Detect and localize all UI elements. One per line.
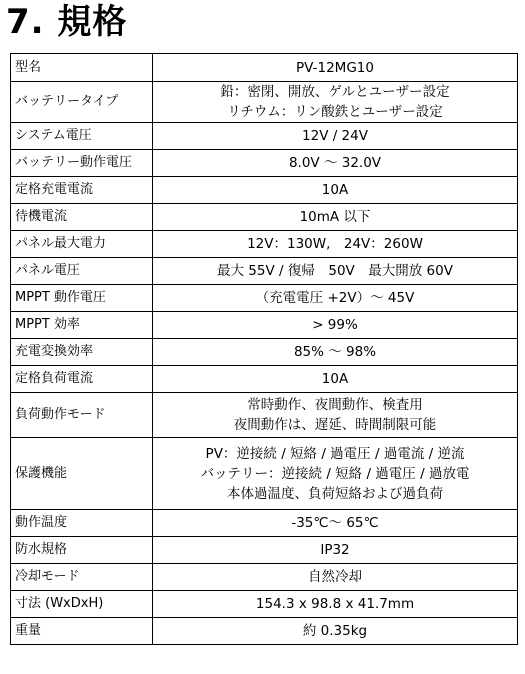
spec-value (153, 285, 518, 312)
spec-label: 定格負荷電流 (11, 366, 153, 393)
spec-row (11, 312, 518, 339)
spec-row (11, 366, 518, 393)
spec-label: パネル電圧 (11, 258, 153, 285)
spec-label: バッテリー動作電圧 (11, 150, 153, 177)
spec-value (153, 591, 518, 618)
spec-value (153, 150, 518, 177)
spec-row (11, 123, 518, 150)
spec-label: パネル最大電力 (11, 231, 153, 258)
spec-label: 保護機能 (11, 438, 153, 510)
spec-value (153, 393, 518, 438)
spec-value-line: PV-12MG10 (296, 59, 374, 76)
spec-row (11, 339, 518, 366)
spec-row (11, 177, 518, 204)
spec-row (11, 564, 518, 591)
spec-value (153, 366, 518, 393)
spec-value (153, 204, 518, 231)
spec-label: 定格充電電流 (11, 177, 153, 204)
spec-value-line: 鉛：密閉、開放、ゲルとユーザー設定 (220, 84, 450, 100)
spec-value-line: 自然冷却 (308, 569, 362, 585)
spec-label: 防水規格 (11, 537, 153, 564)
spec-value (153, 54, 518, 82)
spec-value-line: 12V：130W, 24V：260W (247, 236, 423, 252)
spec-table (10, 53, 518, 645)
spec-row (11, 438, 518, 510)
spec-value (153, 231, 518, 258)
spec-value (153, 82, 518, 123)
spec-row (11, 231, 518, 258)
spec-row (11, 393, 518, 438)
spec-value-line: 夜間動作は、遅延、時間制限可能 (233, 417, 437, 433)
spec-value-line: 85% ～ 98% (293, 344, 377, 360)
spec-value (153, 438, 518, 510)
spec-value-line: 10mA 以下 (299, 209, 371, 225)
spec-row (11, 591, 518, 618)
spec-value-line: 約 0.35kg (302, 623, 368, 639)
spec-value-line: 154.3 x 98.8 x 41.7mm (255, 596, 415, 612)
spec-value-line: > 99% (312, 317, 358, 333)
spec-row (11, 510, 518, 537)
spec-label: MPPT 動作電圧 (11, 285, 153, 312)
spec-label: 充電変換効率 (11, 339, 153, 366)
spec-value-line: 8.0V ～ 32.0V (288, 155, 382, 171)
spec-value (153, 123, 518, 150)
spec-label: 型名 (11, 54, 153, 82)
spec-value (153, 564, 518, 591)
page-title: 7. 規格 (6, 2, 128, 42)
spec-value-line: 10A (321, 371, 349, 387)
spec-label: MPPT 効率 (11, 312, 153, 339)
spec-value-line: 12V / 24V (302, 128, 368, 144)
spec-row (11, 204, 518, 231)
spec-label: 負荷動作モード (11, 393, 153, 438)
spec-row (11, 537, 518, 564)
spec-label: バッテリータイプ (11, 82, 153, 123)
spec-value (153, 177, 518, 204)
spec-row (11, 258, 518, 285)
spec-value (153, 618, 518, 645)
spec-value (153, 339, 518, 366)
spec-value (153, 258, 518, 285)
spec-label: 冷却モード (11, 564, 153, 591)
spec-value-line: バッテリー：逆接続 / 短絡 / 過電圧 / 過放電 (200, 465, 470, 482)
spec-value-line: 最大 55V / 復帰 50V 最大開放 60V (217, 263, 453, 279)
spec-value (153, 537, 518, 564)
spec-label: 待機電流 (11, 204, 153, 231)
spec-value (153, 510, 518, 537)
spec-value-line: リチウム：リン酸鉄とユーザー設定 (227, 104, 443, 120)
spec-label: 寸法 (WxDxH) (11, 591, 153, 618)
spec-value-line: 本体過温度、負荷短絡および過負荷 (227, 485, 443, 502)
spec-row (11, 618, 518, 645)
spec-label: システム電圧 (11, 123, 153, 150)
spec-row (11, 285, 518, 312)
spec-row (11, 54, 518, 82)
spec-value-line: 常時動作、夜間動作、検査用 (247, 397, 423, 413)
spec-label: 重量 (11, 618, 153, 645)
spec-value-line: 10A (321, 182, 349, 198)
spec-value-line: IP32 (320, 542, 350, 558)
spec-row (11, 150, 518, 177)
spec-label: 動作温度 (11, 510, 153, 537)
spec-value (153, 312, 518, 339)
spec-value-line: （充電電圧 +2V）～ 45V (255, 290, 415, 306)
spec-value-line: -35℃～ 65℃ (291, 515, 379, 531)
spec-row (11, 82, 518, 123)
spec-value-line: PV：逆接続 / 短絡 / 過電圧 / 過電流 / 逆流 (205, 445, 465, 462)
